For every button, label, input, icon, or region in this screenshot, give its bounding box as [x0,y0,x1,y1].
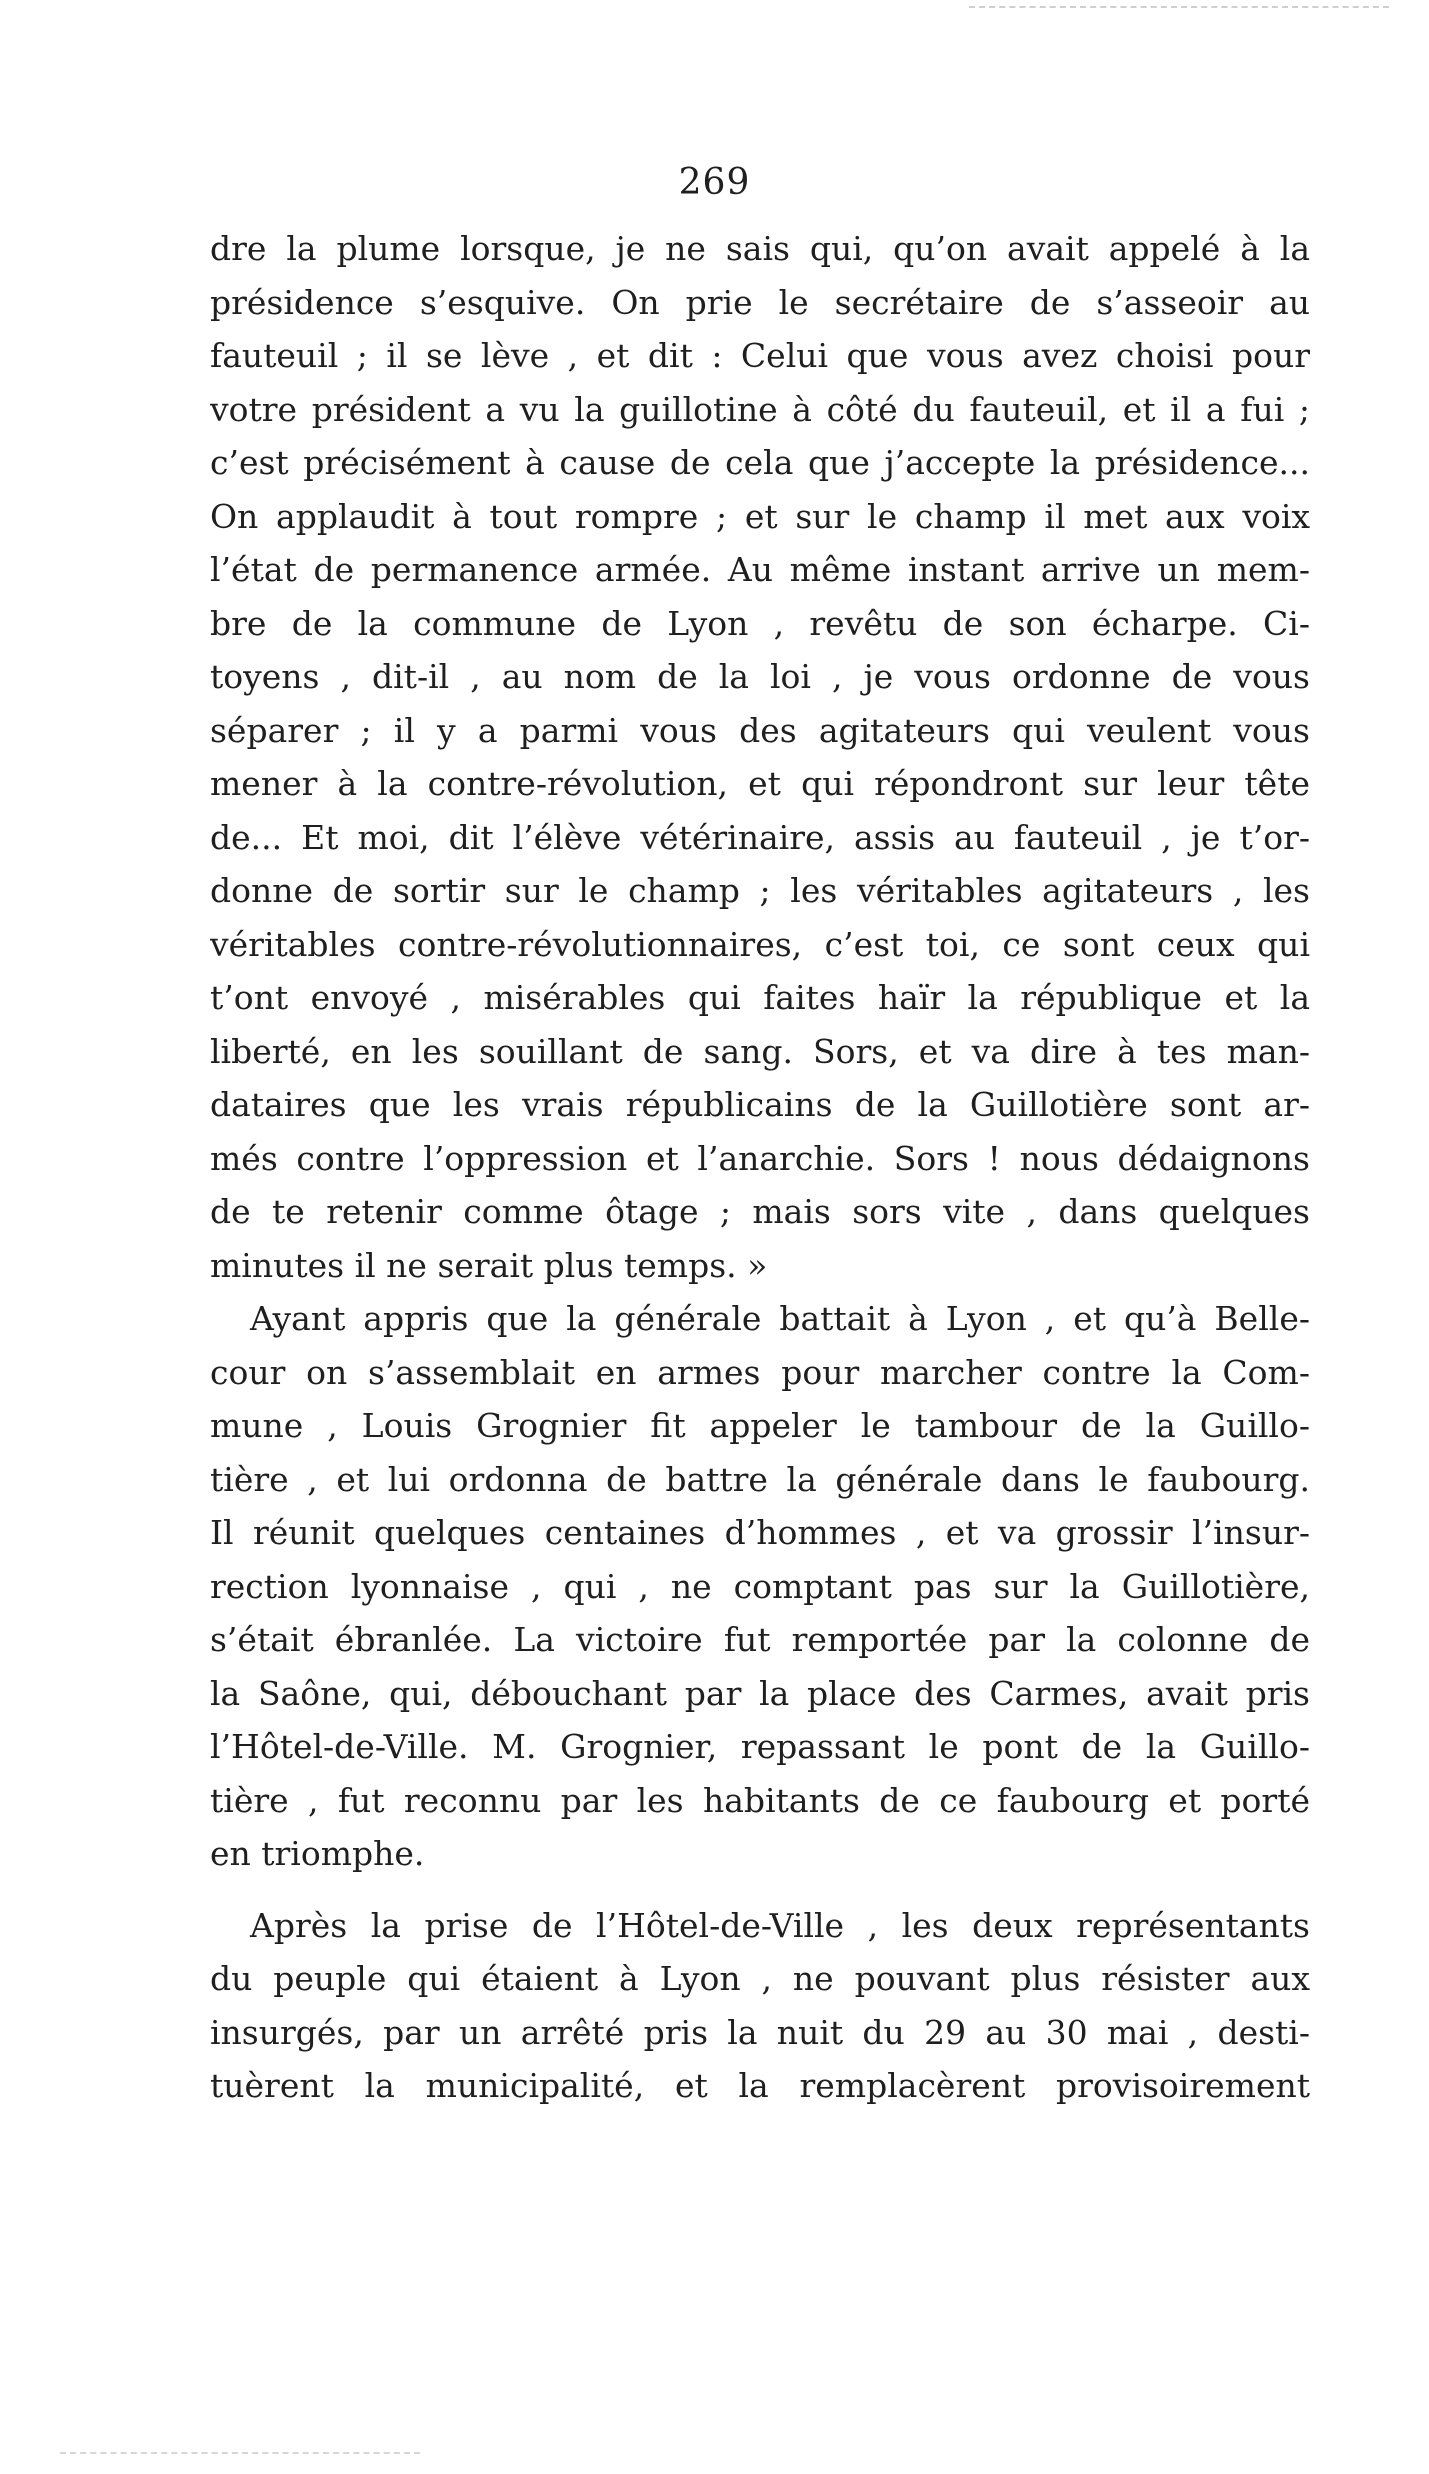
text-line: toyens , dit-il , au nom de la loi , je vous ordonne de vous [210,657,1310,696]
paragraph-2 [210,1292,1310,1881]
paragraph-gap [210,1881,1310,1899]
text-line: fauteuil ; il se lève , et dit : Celui que vous avez choisi pour [210,336,1310,375]
text-line: mener à la contre-révolution, et qui répondront sur leur tête [210,764,1310,803]
text-line: més contre l’oppression et l’anarchie. Sors ! nous dédaignons [210,1138,1310,1178]
text-line: liberté, en les souillant de sang. Sors, et va dire à tes man- [210,1031,1310,1071]
text-line: tière , et lui ordonna de battre la générale dans le faubourg. [210,1459,1310,1499]
text-line: véritables contre-révolutionnaires, c’est toi, ce sont ceux qui [210,924,1310,964]
body-text [210,222,1310,2113]
text-line: tière , fut reconnu par les habitants de ce faubourg et porté [210,1780,1310,1820]
text-line: du peuple qui étaient à Lyon , ne pouvant plus résister aux [210,1959,1310,1998]
text-line: c’est précisément à cause de cela que j’accepte la présidence... [210,443,1310,482]
paragraph-3 [210,1899,1310,2113]
text-line: présidence s’esquive. On prie le secrétaire de s’asseoir au [210,282,1310,322]
top-edge-rule [969,6,1389,8]
text-line: mune , Louis Grognier fit appeler le tambour de la Guillo- [210,1406,1310,1445]
text-line: dataires que les vrais républicains de la Guillotière sont ar- [210,1085,1310,1124]
text-line: l’Hôtel-de-Ville. M. Grognier, repassant le pont de la Guillo- [210,1727,1310,1766]
text-line: la Saône, qui, débouchant par la place des Carmes, avait pris [210,1673,1310,1713]
text-line: tuèrent la municipalité, et la remplacèrent provisoirement [210,2066,1310,2105]
text-line: rection lyonnaise , qui , ne comptant pas sur la Guillotière, [210,1566,1310,1606]
text-line: en triomphe. [210,1834,425,1873]
text-line: Après la prise de l’Hôtel-de-Ville , les deux représentants [250,1905,1310,1945]
text-line: bre de la commune de Lyon , revêtu de son écharpe. Ci- [210,603,1310,643]
text-line: séparer ; il y a parmi vous des agitateurs qui veulent vous [210,710,1310,750]
text-line: cour on s’assemblait en armes pour marcher contre la Com- [210,1352,1310,1392]
text-line: de... Et moi, dit l’élève vétérinaire, assis au fauteuil , je t’or- [210,817,1310,857]
text-line: Il réunit quelques centaines d’hommes , et va grossir l’insur- [210,1513,1310,1552]
text-line: s’était ébranlée. La victoire fut remportée par la colonne de [210,1620,1310,1659]
text-line: dre la plume lorsque, je ne sais qui, qu’on avait appelé à la [210,229,1310,268]
text-line: insurgés, par un arrêté pris la nuit du 29 au 30 mai , desti- [210,2012,1310,2052]
page-number: 269 [678,162,751,203]
text-line: l’état de permanence armée. Au même instant arrive un mem- [210,550,1310,589]
text-line: Ayant appris que la générale battait à Lyon , et qu’à Belle- [250,1299,1310,1338]
paragraph-1 [210,222,1310,1292]
bottom-edge-rule [60,2452,420,2454]
text-line: de te retenir comme ôtage ; mais sors vite , dans quelques [210,1192,1310,1231]
text-line: t’ont envoyé , misérables qui faites haïr la république et la [210,978,1310,1017]
text-line: donne de sortir sur le champ ; les véritables agitateurs , les [210,871,1310,910]
text-line: votre président a vu la guillotine à côté du fauteuil, et il a fui ; [210,389,1310,429]
text-line: minutes il ne serait plus temps. » [210,1245,768,1285]
text-line: On applaudit à tout rompre ; et sur le champ il met aux voix [210,496,1310,536]
